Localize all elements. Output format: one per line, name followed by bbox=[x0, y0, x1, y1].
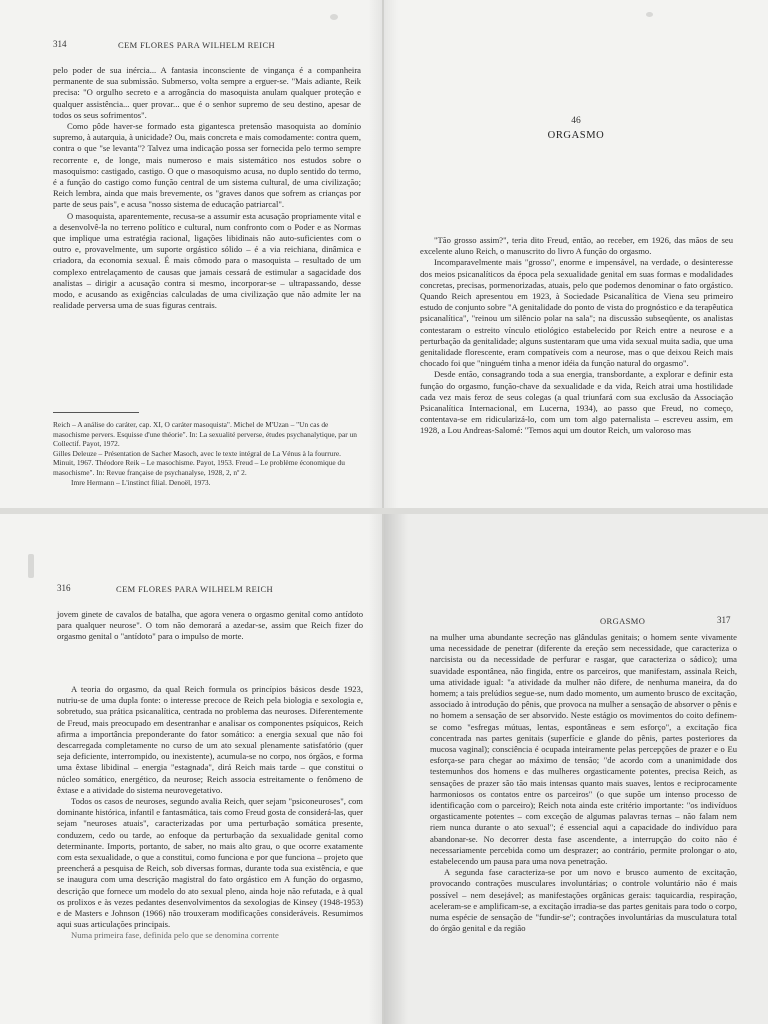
paragraph: Como pôde haver-se formado esta gigantesca pretensão masoquista ao domínio supremo, à autarquia, à unicidade? Ou, mais concreta e mais comodamente: contra quem, contra o que "se levanta"? Talvez uma indicação possa ser fornecida pelo termo sempre recorrente e, de longe, mais numeroso e mais sistemático nos estudos sobre o masoquismo: castigado, castigo. O que o masoquismo acusa, no duplo sentido do termo, é a função do castigo como função central de um sistema cultural, de uma civilização; Reich lembra, ainda que mais brevemente, os "graves danos que sofrem as crianças por parte de seus pais", e acusa "nosso sistema de educação patriarcal". bbox=[53, 121, 361, 210]
page-315 bbox=[384, 0, 768, 508]
running-head: CEM FLORES PARA WILHELM REICH bbox=[118, 40, 276, 50]
running-head: ORGASMO bbox=[600, 616, 646, 626]
body-text bbox=[430, 632, 737, 934]
page-gutter-shadow bbox=[384, 514, 408, 1024]
chapter-title: ORGASMO bbox=[547, 130, 605, 141]
paragraph: jovem ginete de cavalos de batalha, que agora venera o orgasmo genital como antídoto para qualquer neurose". O tom não demorará a azedar-se, assim que Reich fizer do orgasmo genital o "antídoto" para o impulso de morte. bbox=[57, 609, 363, 642]
page-316 bbox=[0, 514, 382, 1024]
page-gutter-shadow bbox=[368, 514, 382, 1024]
body-text-continued bbox=[57, 684, 363, 942]
chapter-number: 46 bbox=[571, 116, 581, 126]
paragraph: Desde então, consagrando toda a sua energia, transbordante, a explorar e definir esta função do orgasmo, função-chave da sexualidade e da vida, Reich atrai uma hostilidade cada vez mais feroz de seus colegas (a qual triunfará com sua exclusão da Associação Psicanalítica Internacional, em Lucerna, 1934), ao passo que Freud, no começo, contentava-se em ridicularizá-lo, com um tom algo paternalista – escreveu assim, em 1928, a Lou Andreas-Salomé: "Temos aqui um doutor Reich, um valoroso mas bbox=[420, 369, 733, 436]
paper-speck bbox=[28, 554, 34, 578]
page-number: 317 bbox=[717, 615, 731, 625]
paragraph: Incomparavelmente mais "grosso", enorme e impensável, na verdade, o desinteresse dos meios psicanalíticos da época pela sexualidade genital em suas formas e modalidades concretas, precisas, pormenorizadas, atuais, pelo que podemos denominar o fato orgástico. Quando Reich apresentou em 1923, à Sociedade Psicanalítica de Viena seu primeiro estudo de conjunto sobre "A genitalidade do ponto de vista do prognóstico e da terapêutica psicanalítica", "reinou um silêncio polar na sala"; na discussão subseqüente, os analistas contestaram o estreito vínculo etiológico estabelecido por Reich entre a neurose e a perturbação da genitalidade; alguns sustentaram que uma vida sexual muita sadia, que uma genitalidade florescente, eram compatíveis com a neurose, mas o que deixou Reich mais chocado foi que "ninguém tinha a menor idéia da função natural do orgasmo". bbox=[420, 257, 733, 369]
page-gutter-shadow bbox=[384, 0, 398, 508]
paper-speck bbox=[646, 12, 653, 17]
page-number: 314 bbox=[53, 39, 67, 49]
paper-speck bbox=[330, 14, 338, 20]
paragraph: na mulher uma abundante secreção nas glândulas genitais; o homem sente vivamente uma necessidade de penetrar (diferente da ereção sem necessidade, que caracteriza o narcisista ou da necessidade de perfurar e rasgar, que caracteriza o sádico); uma suavidade espontânea, não fingida, entre os parceiros, que manifestam, assinala Reich, uma atividade igual: "a atividade da mulher não difere, de nenhuma maneira, da do homem; a tais prelúdios segue-se, num dado momento, um aumento brusco de excitação, associado à introdução do pênis, que provoca na mulher a sensação de absorver o pênis e no homem a sensação de ser absorvido. Neste estágio os movimentos do coito definem-se como "esfregas mútuas, lentas, espontâneas e sem esforço", a excitação fica concentrada nas partes genitais (superfície e glande do pênis, partes posteriores da mucosa vaginal); consciência é ocupada inteiramente pelas percepções de prazer e o Eu esforça-se para chegar ao máximo de tensão; "de acordo com a unanimidade dos testemunhos dos homens e das mulheres orgasticamente potentes, precisa Reich, as sensações de prazer são tão mais intensas quanto mais suaves, lentos e reciprocamente harmoniosos os contatos entre os parceiros" (o que supõe um intenso processo de identificação com o parceiro); Reich nota ainda este critério importante: "os indivíduos orgasticamente potentes – com exceção de algumas palavras ternas – não falam nem riem nunca durante o ato sexual"; é essencial aqui a capacidade do indivíduo para abandonar-se. No decorrer desta fase ascendente, a interrupção do coito não é necessariamente percebida como um desprazer; ao contrário, permite prolongar o ato, estabelecendo um pausa para uma nova penetração. bbox=[430, 632, 737, 867]
paragraph: "Tão grosso assim?", teria dito Freud, então, ao receber, em 1926, das mãos de seu excelente aluno Reich, o manuscrito do livro A função do orgasmo. bbox=[420, 235, 733, 257]
references bbox=[53, 420, 361, 487]
paragraph: A teoria do orgasmo, da qual Reich formula os princípios básicos desde 1923, nutriu-se de uma dupla fonte: o interesse precoce de Reich pela biologia e sexologia e, sobretudo, sua prática psicanalítica, centrada no problema das neuroses. Diferentemente de Freud, mais preocupado em desentranhar e analisar os componentes psíquicos, Reich afirma a importância preponderante do fator somático: a energia sexual que não foi descarregada completamente no curso de um ato sexual plenamente satisfatório (quer seja deficiente, interrompido, ou inexistente), acumula-se no corpo, nos órgãos, e forma uma êxtase libidinal – energia "estagnada", dirá Reich mais tarde – que constitui o núcleo somático, energético, da neurose; Reich associa estreitamente o fenômeno de êxtase e a atividade do sistema neurovegetativo. bbox=[57, 684, 363, 795]
page-314 bbox=[0, 0, 382, 508]
reference-entry: Imre Hermann – L'instinct filial. Denoël, 1973. bbox=[71, 477, 211, 487]
page-gutter-shadow bbox=[368, 0, 382, 508]
body-text bbox=[420, 235, 733, 437]
paragraph: Todos os casos de neuroses, segundo avalia Reich, quer sejam "psiconeuroses", com dominante histórica, infantil e fantasmática, tais como Freud gosta de considerá-las, quer sejam "neuroses atuais", caracterizadas por uma perturbação somática presente, conduzem, cedo ou tarde, ao enfoque da perturbação da sexualidade genital como determinante. Imports, portanto, de saber, no mais alto grau, o que ocorre exatamente com esta sexualidade, o que a constitui, como funciona e por que funciona – projeto que preencherá a pesquisa de Reich, sob diversas formas, durante toda sua existência, e que se inaugura com uma descrição magistral do fato orgástico em A função do orgasmo, descrição que fornece um modelo do ato sexual pleno, ainda hoje não refutada, e à qual os prolixos e às vezes pedantes desenvolvimentos da sexologias de Kinsey (1948-1953) e de Masters e Johnson (1966) não trouxeram modificações consideráveis. Resumimos aqui suas articulações principais. bbox=[57, 796, 363, 930]
reference-entry: Gilles Deleuze – Présentation de Sacher Masoch, avec le texte intégral de La Vénus à la fourrure. Minuit, 1967. Théodore Reik – Le masochisme. Payot, 1953. Freud – Le problème économique du masochisme". In: Revue française de psychanalyse, 1928, 2, nº 2. bbox=[53, 448, 345, 477]
reference-entry: Reich – A análise do caráter, cap. XI, O caráter masoquista". Michel de M'Uzan – "Un cas de masochisme pervers. Esquisse d'une théorie". In: La sexualité perverse, études psychanalytique, par un Collectif. Payot, 1972. bbox=[53, 420, 357, 449]
page-317 bbox=[384, 514, 768, 1024]
paragraph: pelo poder de sua inércia... A fantasia inconsciente de vingança é a companheira permanente de sua submissão. Submerso, volta sempre a erguer-se. "Mais adiante, Reik precisa: "O orgulho secreto e a arrogância do masoquista anulam qualquer proteção e qualquer assistência... quer provar... que é o senhor supremo de seu destino, apesar de todos os seus sofrimentos". bbox=[53, 65, 361, 120]
running-head: CEM FLORES PARA WILHELM REICH bbox=[116, 584, 274, 594]
paragraph: O masoquista, aparentemente, recusa-se a assumir esta acusação propriamente vital e a desenvolvê-la no terreno político e cultural, num confronto com o Poder e as Normas que implique uma estratégia racional, ligações libidinais não auto-suficientes com o outro e, provavelmente, um suporte orgástico sólido – é a via reichiana, dinâmica e criadora, da economia sexual. É mais cômodo para o masoquista – resultado de um complexo entrelaçamento de causas que jamais cessará de estimular a sagacidade dos analistas – dirigir a acusação contra si mesmo, incorporar-se – ultrapassando, desse modo, e acusando as exigências calculadas de uma civilização que não admite ler na realidade perversa uma de suas figuras centrais. bbox=[53, 210, 361, 311]
body-text bbox=[57, 609, 363, 643]
paragraph: A segunda fase caracteriza-se por um novo e brusco aumento de excitação, provocando contrações musculares involuntárias; o controle voluntário não é mais possível – nem desejável; as manifestações orgânicas gerais: taquicardia, respiração, aceleram-se e amplificam-se, a excitação irradia-se das partes genitais para todo o corpo, numa espécie de sensação de "fundir-se"; contrações involuntárias da musculatura total do órgão genital e da região bbox=[430, 867, 737, 934]
reference-rule bbox=[53, 412, 139, 413]
body-text bbox=[53, 65, 361, 311]
paragraph-cut: Numa primeira fase, definida pelo que se denomina corrente bbox=[71, 930, 279, 941]
page-number: 316 bbox=[57, 583, 71, 593]
